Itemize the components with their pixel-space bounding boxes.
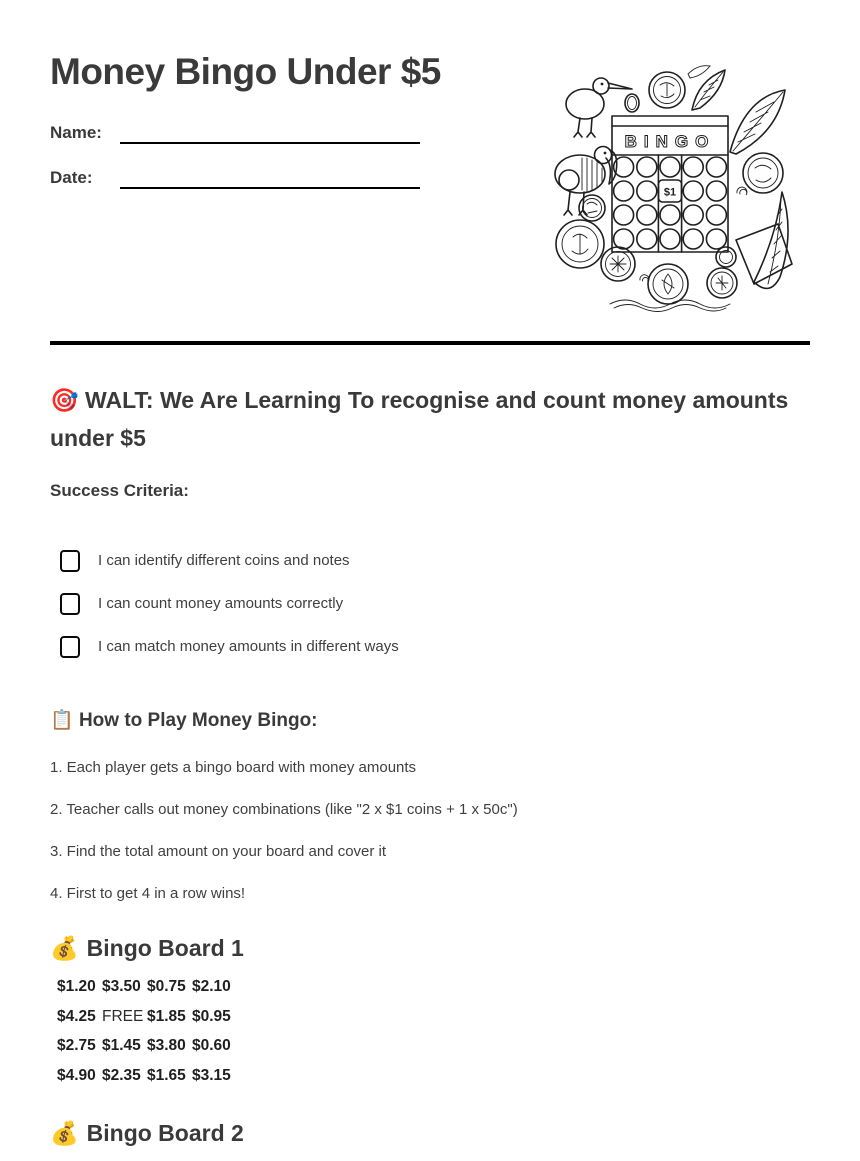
success-criteria-heading: Success Criteria: (50, 481, 189, 500)
walt-heading (50, 381, 810, 457)
criteria-checkbox-1[interactable] (60, 550, 80, 572)
date-input-line[interactable] (120, 165, 420, 189)
board1-cell: $2.35 (102, 1067, 141, 1085)
bingo-card-dollar-cell: $1 (663, 186, 677, 199)
board1-cell: $1.20 (57, 977, 96, 995)
check-item (50, 549, 810, 572)
bingo-board-1-heading (50, 932, 810, 964)
board1-cell: $4.25 (57, 1007, 96, 1025)
board1-cell: $1.45 (102, 1037, 141, 1055)
page-title: Money Bingo Under $5 (50, 51, 441, 92)
name-input-line[interactable] (120, 120, 420, 144)
tilted-card-shape (736, 224, 792, 284)
board1-cell: $3.50 (102, 977, 141, 995)
criteria-label-1: I can identify different coins and notes (98, 552, 350, 569)
how-to-play-step-4: 4. First to get 4 in a row wins! (50, 885, 246, 902)
board1-cell: $0.95 (192, 1007, 231, 1025)
how-to-play-heading-text: How to Play Money Bingo: (73, 710, 318, 731)
kiwi-bird-icon (566, 78, 632, 137)
date-label: Date: (50, 168, 93, 187)
board1-cell: $2.10 (192, 977, 231, 995)
board1-cell: $3.80 (147, 1037, 186, 1055)
board1-cell: $0.60 (192, 1037, 231, 1055)
bingo-board-1-table (57, 972, 237, 1091)
criteria-label-2: I can count money amounts correctly (98, 595, 344, 612)
money-bag-icon: 💰 (50, 1120, 79, 1147)
bingo-card (612, 116, 728, 252)
bingo-coins-illustration (540, 52, 810, 322)
table-row (57, 1061, 237, 1091)
how-to-play-step-1: 1. Each player gets a bingo board with money amounts (50, 759, 417, 776)
board1-cell: $1.65 (147, 1067, 186, 1085)
success-criteria-checklist (50, 549, 810, 658)
table-row (57, 1002, 237, 1032)
bingo-card-letters: BINGO (624, 132, 716, 151)
check-item (50, 635, 810, 658)
fern-feather-icons (688, 66, 788, 289)
board1-cell: $0.75 (147, 977, 186, 995)
criteria-checkbox-2[interactable] (60, 593, 80, 615)
target-dart-icon: 🎯 (50, 387, 79, 413)
board1-cell: $1.85 (147, 1007, 186, 1025)
criteria-label-3: I can match money amounts in different ways (98, 638, 399, 655)
board1-free-cell: FREE (102, 1007, 144, 1025)
board1-cell: $4.90 (57, 1067, 96, 1085)
stylised-kiwi-icon (555, 147, 617, 216)
walt-heading-text: WALT: We Are Learning To recognise and count money amounts under $5 (50, 387, 789, 451)
money-bag-icon: 💰 (50, 935, 79, 961)
table-row (57, 972, 237, 1002)
how-to-play-step-3: 3. Find the total amount on your board and cover it (50, 843, 387, 860)
table-row (57, 1032, 237, 1062)
board1-cell: $3.15 (192, 1067, 231, 1085)
board1-cell: $2.75 (57, 1037, 96, 1055)
check-item (50, 592, 810, 615)
bingo-board-2-heading-text: Bingo Board 2 (86, 1120, 244, 1147)
bingo-board-2-heading (50, 1117, 810, 1149)
name-label: Name: (50, 123, 102, 142)
clipboard-icon: 📋 (50, 710, 74, 731)
bingo-board-1-heading-text: Bingo Board 1 (86, 935, 244, 961)
criteria-checkbox-3[interactable] (60, 636, 80, 658)
how-to-play-step-2: 2. Teacher calls out money combinations (like "2 x $1 coins + 1 x 50c") (50, 801, 518, 818)
how-to-play-heading (50, 708, 810, 734)
bingo-card-circles (614, 157, 727, 249)
section-divider (50, 341, 810, 345)
